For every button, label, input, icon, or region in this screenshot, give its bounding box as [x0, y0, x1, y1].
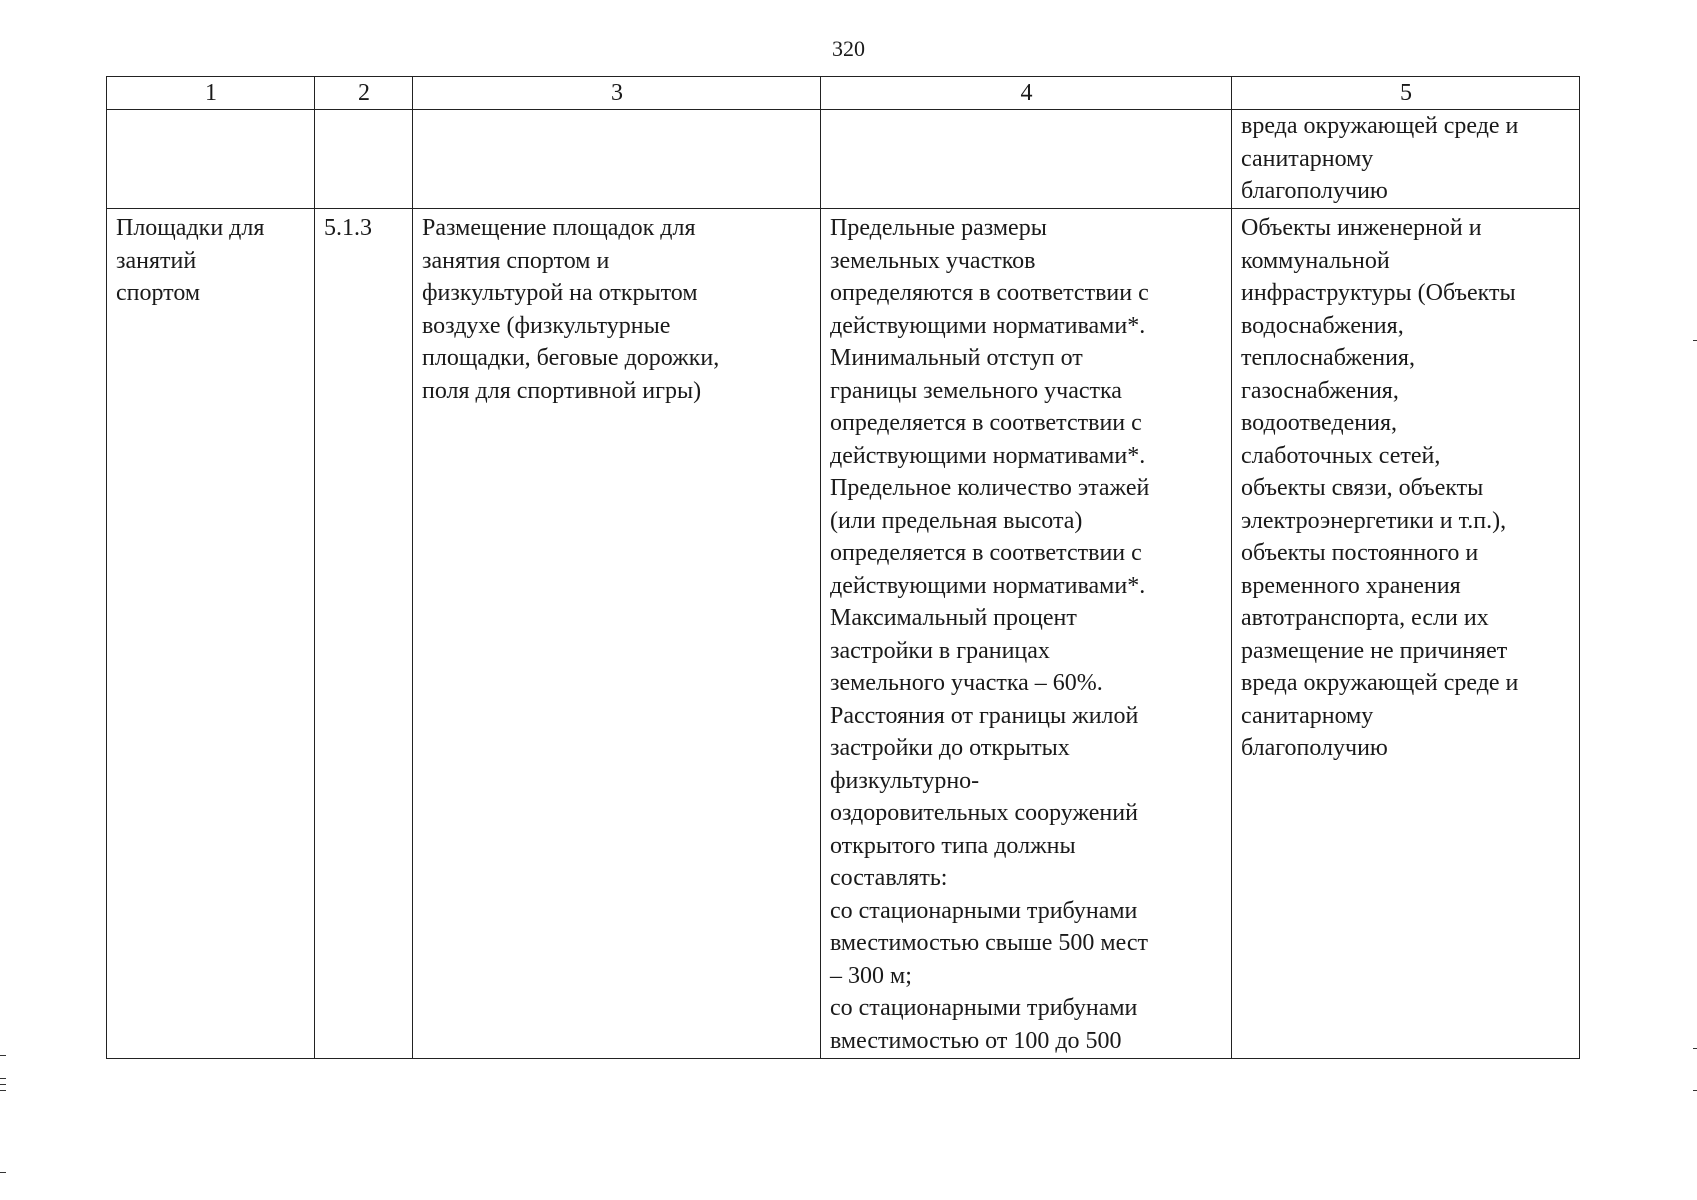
scan-edge-mark: [0, 1172, 6, 1173]
cell-continued-col-4: [821, 110, 1232, 209]
cell-use-name: Площадки для занятий спортом: [107, 209, 315, 1059]
cell-use-description: Размещение площадок для занятия спортом и физкультурой на открытом воздухе (физкультурные площадки, беговые дорожки, поля для спортивной игры): [413, 209, 821, 1059]
page-number: 320: [832, 36, 865, 61]
header-col-5: 5: [1232, 77, 1580, 110]
cell-use-code: 5.1.3: [315, 209, 413, 1059]
scan-edge-mark: [0, 1055, 6, 1056]
scan-edge-mark: [0, 1078, 6, 1079]
cell-use-auxiliary: Объекты инженерной и коммунальной инфраструктуры (Объекты водоснабжения, теплоснабжения, газоснабжения, водоотведения, слаботочных сетей, объекты связи, объекты электроэнергетики и т.п.), объекты постоянного и временного хранения автотранспорта, если их размещение не причиняет вреда окружающей среде и санитарному благополучию: [1232, 209, 1580, 1059]
scan-edge-mark: [1693, 1090, 1697, 1091]
header-col-1: 1: [107, 77, 315, 110]
header-col-2: 2: [315, 77, 413, 110]
header-col-3: 3: [413, 77, 821, 110]
cell-continued-col-5: вреда окружающей среде и санитарному благополучию: [1232, 110, 1580, 209]
header-col-4: 4: [821, 77, 1232, 110]
cell-continued-col-2: [315, 110, 413, 209]
table-row-continued: [107, 110, 1580, 209]
scan-edge-mark: [1693, 340, 1697, 341]
cell-use-parameters: Предельные размеры земельных участков определяются в соответствии с действующими нормативами*. Минимальный отступ от границы земельного участка определяется в соответствии с действующими нормативами*. Предельное количество этажей (или предельная высота) определяется в соответствии с действующими нормативами*. Максимальный процент застройки в границах земельного участка – 60%. Расстояния от границы жилой застройки до открытых физкультурно- оздоровительных сооружений открытого типа должны составлять: со стационарными трибунами вместимостью свыше 500 мест – 300 м; со стационарными трибунами вместимостью от 100 до 500: [821, 209, 1232, 1059]
table-row: [107, 209, 1580, 1059]
scan-edge-mark: [0, 1090, 6, 1091]
scan-edge-mark: [1693, 1048, 1697, 1049]
cell-continued-col-1: [107, 110, 315, 209]
land-use-table: [106, 76, 1580, 1059]
cell-continued-col-3: [413, 110, 821, 209]
scan-edge-mark: [0, 1084, 6, 1085]
table-header-row: [107, 77, 1580, 110]
